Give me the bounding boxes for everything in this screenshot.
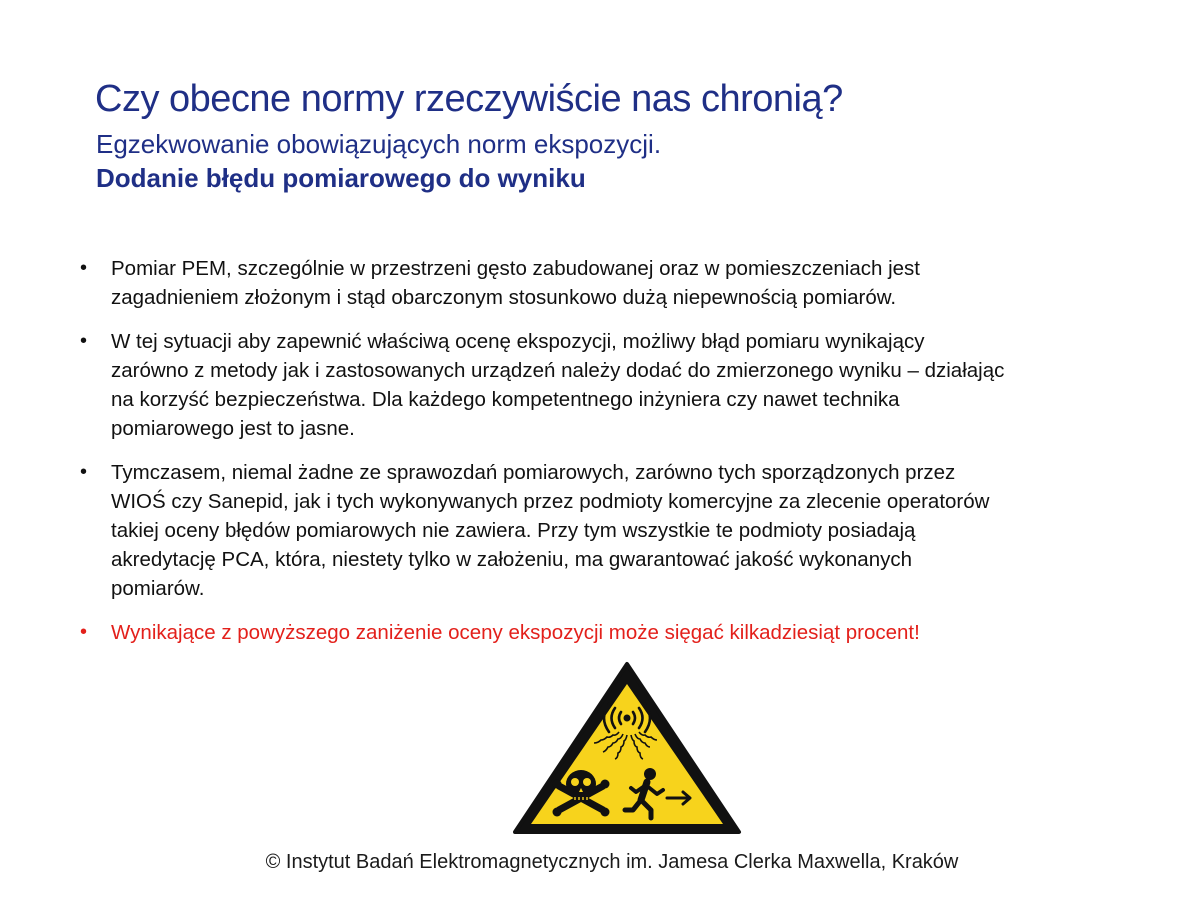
bullet-list [80, 254, 1170, 662]
bullet-line: WIOŚ czy Sanepid, jak i tych wykonywanych przez podmioty komercyjne za zlecenie operatorów [111, 490, 990, 513]
bullet-line: W tej sytuacji aby zapewnić właściwą ocenę ekspozycji, możliwy błąd pomiaru wynikający [111, 330, 925, 353]
bullet-line: Pomiar PEM, szczególnie w przestrzeni gęsto zabudowanej oraz w pomieszczeniach jest [111, 257, 920, 280]
footer-copyright: © Instytut Badań Elektromagnetycznych im. Jamesa Clerka Maxwella, Kraków [265, 851, 959, 873]
bullet-line: pomiarów. [111, 577, 205, 600]
bullet-icon: • [80, 461, 88, 483]
bullet-item [80, 458, 1170, 603]
bullet-line: zarówno z metody jak i zastosowanych urządzeń należy dodać do zmierzonego wyniku – działając [111, 359, 1005, 382]
bullet-line: pomiarowego jest to jasne. [111, 417, 355, 440]
bullet-line: Tymczasem, niemal żadne ze sprawozdań pomiarowych, zarówno tych sporządzonych przez [111, 461, 956, 484]
bullet-line: zagadnieniem złożonym i stąd obarczonym stosunkowo dużą niepewnością pomiarów. [111, 286, 897, 309]
radiation-hazard-warning-icon [511, 660, 743, 836]
bullet-icon: • [80, 621, 88, 643]
bullet-line: akredytację PCA, która, niestety tylko w założeniu, ma gwarantować jakość wykonanych [111, 548, 913, 571]
bullet-icon: • [80, 330, 88, 352]
bullet-line: na korzyść bezpieczeństwa. Dla każdego kompetentnego inżyniera czy nawet technika [111, 388, 900, 411]
bullet-icon: • [80, 257, 88, 279]
bullet-line: takiej oceny błędów pomiarowych nie zawiera. Przy tym wszystkie te podmioty posiadają [111, 519, 916, 542]
bullet-line: Wynikające z powyższego zaniżenie oceny ekspozycji może sięgać kilkadziesiąt procent! [111, 621, 920, 644]
page-subtitle-bold: Dodanie błędu pomiarowego do wyniku [96, 163, 586, 193]
page-subtitle: Egzekwowanie obowiązujących norm ekspozycji. [96, 129, 662, 159]
bullet-item-highlight [80, 618, 1170, 647]
bullet-item [80, 254, 1170, 312]
page-title: Czy obecne normy rzeczywiście nas chronią? [95, 78, 843, 120]
bullet-item [80, 327, 1170, 443]
